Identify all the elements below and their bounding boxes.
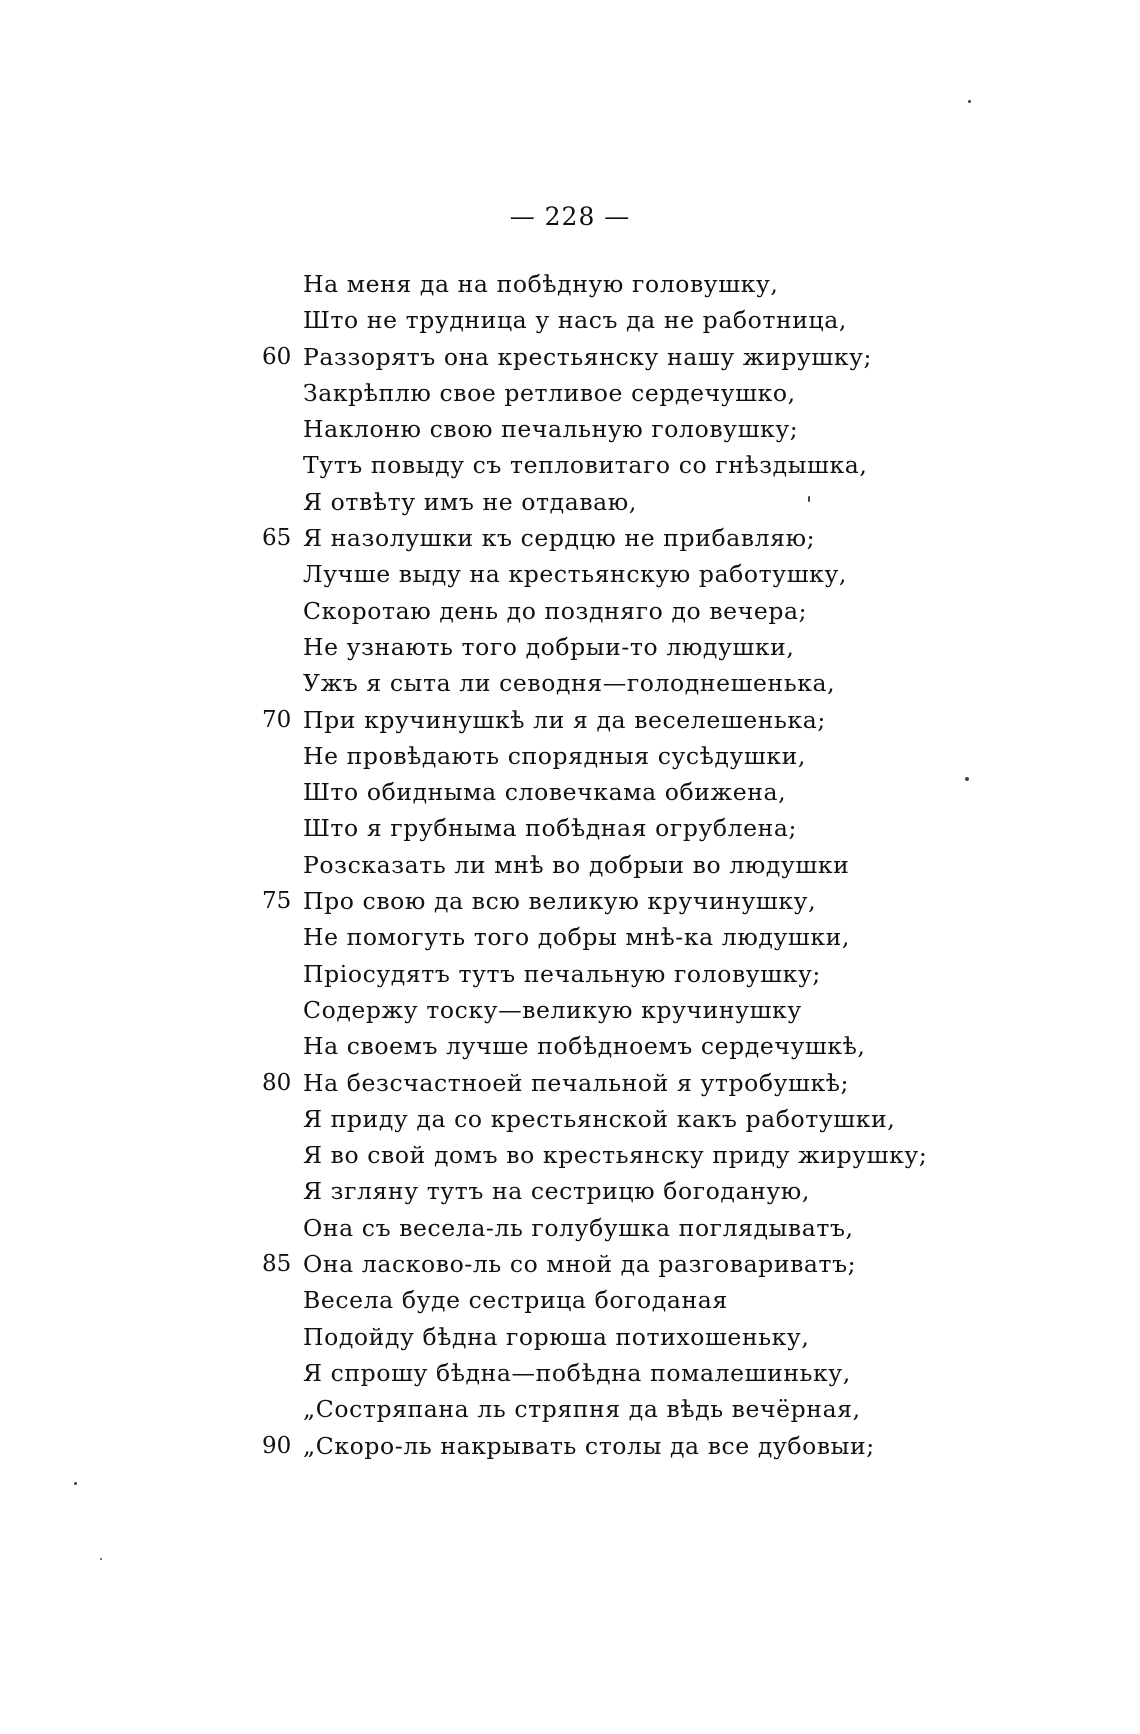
verse-text: Подойду бѣдна горюша потихошеньку, <box>303 1322 810 1351</box>
verse-line <box>0 956 1140 992</box>
verse-line <box>0 992 1140 1028</box>
verse-text: Ужъ я сыта ли севодня—голоднешенька, <box>303 669 836 698</box>
verse-text: Тутъ повыду съ тепловитаго со гнѣздышка, <box>303 451 868 480</box>
print-speck <box>965 777 969 781</box>
verse-number: 60 <box>262 343 292 370</box>
verse-text: Не узнають того добрыи-то людушки, <box>303 632 795 661</box>
verse-line <box>0 1355 1140 1391</box>
verse-text: Пріосудятъ тутъ печальную головушку; <box>303 959 821 988</box>
verse-text: Што не трудница у насъ да не работница, <box>303 306 847 335</box>
verse-line <box>0 774 1140 810</box>
verse-text: Я назолушки къ сердцю не прибавляю; <box>303 524 816 553</box>
verse-line <box>0 1246 1140 1282</box>
verse-text: „Скоро-ль накрывать столы да все дубовыи; <box>303 1431 875 1460</box>
verse-text: Я во свой домъ во крестьянску приду жирушку; <box>303 1141 928 1170</box>
verse-text: „Состряпана ль стряпня да вѣдь вечёрная, <box>303 1395 861 1424</box>
verse-text: Розсказать ли мнѣ во добрыи во людушки <box>303 850 850 879</box>
verse-line <box>0 1391 1140 1427</box>
verse-line <box>0 883 1140 919</box>
verse-text: Я отвѣту имъ не отдаваю, <box>303 487 637 516</box>
verse-line <box>0 847 1140 883</box>
verse-line <box>0 1101 1140 1137</box>
verse-number: 80 <box>262 1069 292 1096</box>
verse-text: На своемъ лучше побѣдноемъ сердечушкѣ, <box>303 1032 866 1061</box>
verse-text: Што обидныма словечкама обижена, <box>303 778 787 807</box>
verse-line <box>0 1319 1140 1355</box>
verse-text: Лучше выду на крестьянскую работушку, <box>303 560 847 589</box>
verse-line <box>0 1137 1140 1173</box>
verse-line <box>0 665 1140 701</box>
verse-text: Весела буде сестрица богоданая <box>303 1286 728 1315</box>
verse-line <box>0 1065 1140 1101</box>
print-speck <box>968 100 971 103</box>
verse-text: Я згляну тутъ на сестрицю богоданую, <box>303 1177 810 1206</box>
verse-text: Што я грубныма побѣдная огрублена; <box>303 814 798 843</box>
verse-line <box>0 339 1140 375</box>
verse-text: Я спрошу бѣдна—побѣдна помалешиньку, <box>303 1358 851 1387</box>
verse-number: 90 <box>262 1432 292 1459</box>
verse-number: 85 <box>262 1251 292 1278</box>
verse-text: Не помогуть того добры мнѣ-ка людушки, <box>303 923 850 952</box>
verse-number: 65 <box>262 525 292 552</box>
verse-line <box>0 810 1140 846</box>
verse-text: Содержу тоску—великую кручинушку <box>303 995 802 1024</box>
page-number: — 228 — <box>509 202 631 231</box>
verse-text: Она съ весела-ль голубушка поглядыватъ, <box>303 1213 854 1242</box>
verse-list <box>0 266 1140 1464</box>
verse-text: Наклоню свою печальную головушку; <box>303 415 799 444</box>
verse-line <box>0 629 1140 665</box>
verse-number: 75 <box>262 888 292 915</box>
verse-line <box>0 556 1140 592</box>
verse-text: Раззорятъ она крестьянску нашу жирушку; <box>303 342 873 371</box>
verse-text: На безсчастноей печальной я утробушкѣ; <box>303 1068 850 1097</box>
verse-line <box>0 411 1140 447</box>
verse-line <box>0 1428 1140 1464</box>
verse-line <box>0 1173 1140 1209</box>
print-speck <box>74 1482 77 1485</box>
verse-line <box>0 266 1140 302</box>
verse-line <box>0 1210 1140 1246</box>
print-speck <box>100 1558 102 1560</box>
verse-line <box>0 447 1140 483</box>
verse-text: При кручинушкѣ ли я да веселешенька; <box>303 705 826 734</box>
verse-line <box>0 1028 1140 1064</box>
print-speck <box>808 496 810 502</box>
verse-line <box>0 375 1140 411</box>
verse-text: Я приду да со крестьянской какъ работушки, <box>303 1104 896 1133</box>
verse-line <box>0 1282 1140 1318</box>
verse-text: Она ласково-ль со мной да разговариватъ; <box>303 1250 857 1279</box>
verse-line <box>0 302 1140 338</box>
verse-text: Про свою да всю великую кручинушку, <box>303 887 817 916</box>
verse-line <box>0 919 1140 955</box>
verse-text: Закрѣплю свое ретливое сердечушко, <box>303 378 796 407</box>
verse-line <box>0 702 1140 738</box>
verse-number: 70 <box>262 706 292 733</box>
verse-line <box>0 484 1140 520</box>
verse-text: Не провѣдають спорядныя сусѣдушки, <box>303 741 806 770</box>
verse-line <box>0 593 1140 629</box>
verse-line <box>0 520 1140 556</box>
verse-text: На меня да на побѣдную головушку, <box>303 270 779 298</box>
verse-text: Скоротаю день до поздняго до вечера; <box>303 596 808 625</box>
verse-line <box>0 738 1140 774</box>
